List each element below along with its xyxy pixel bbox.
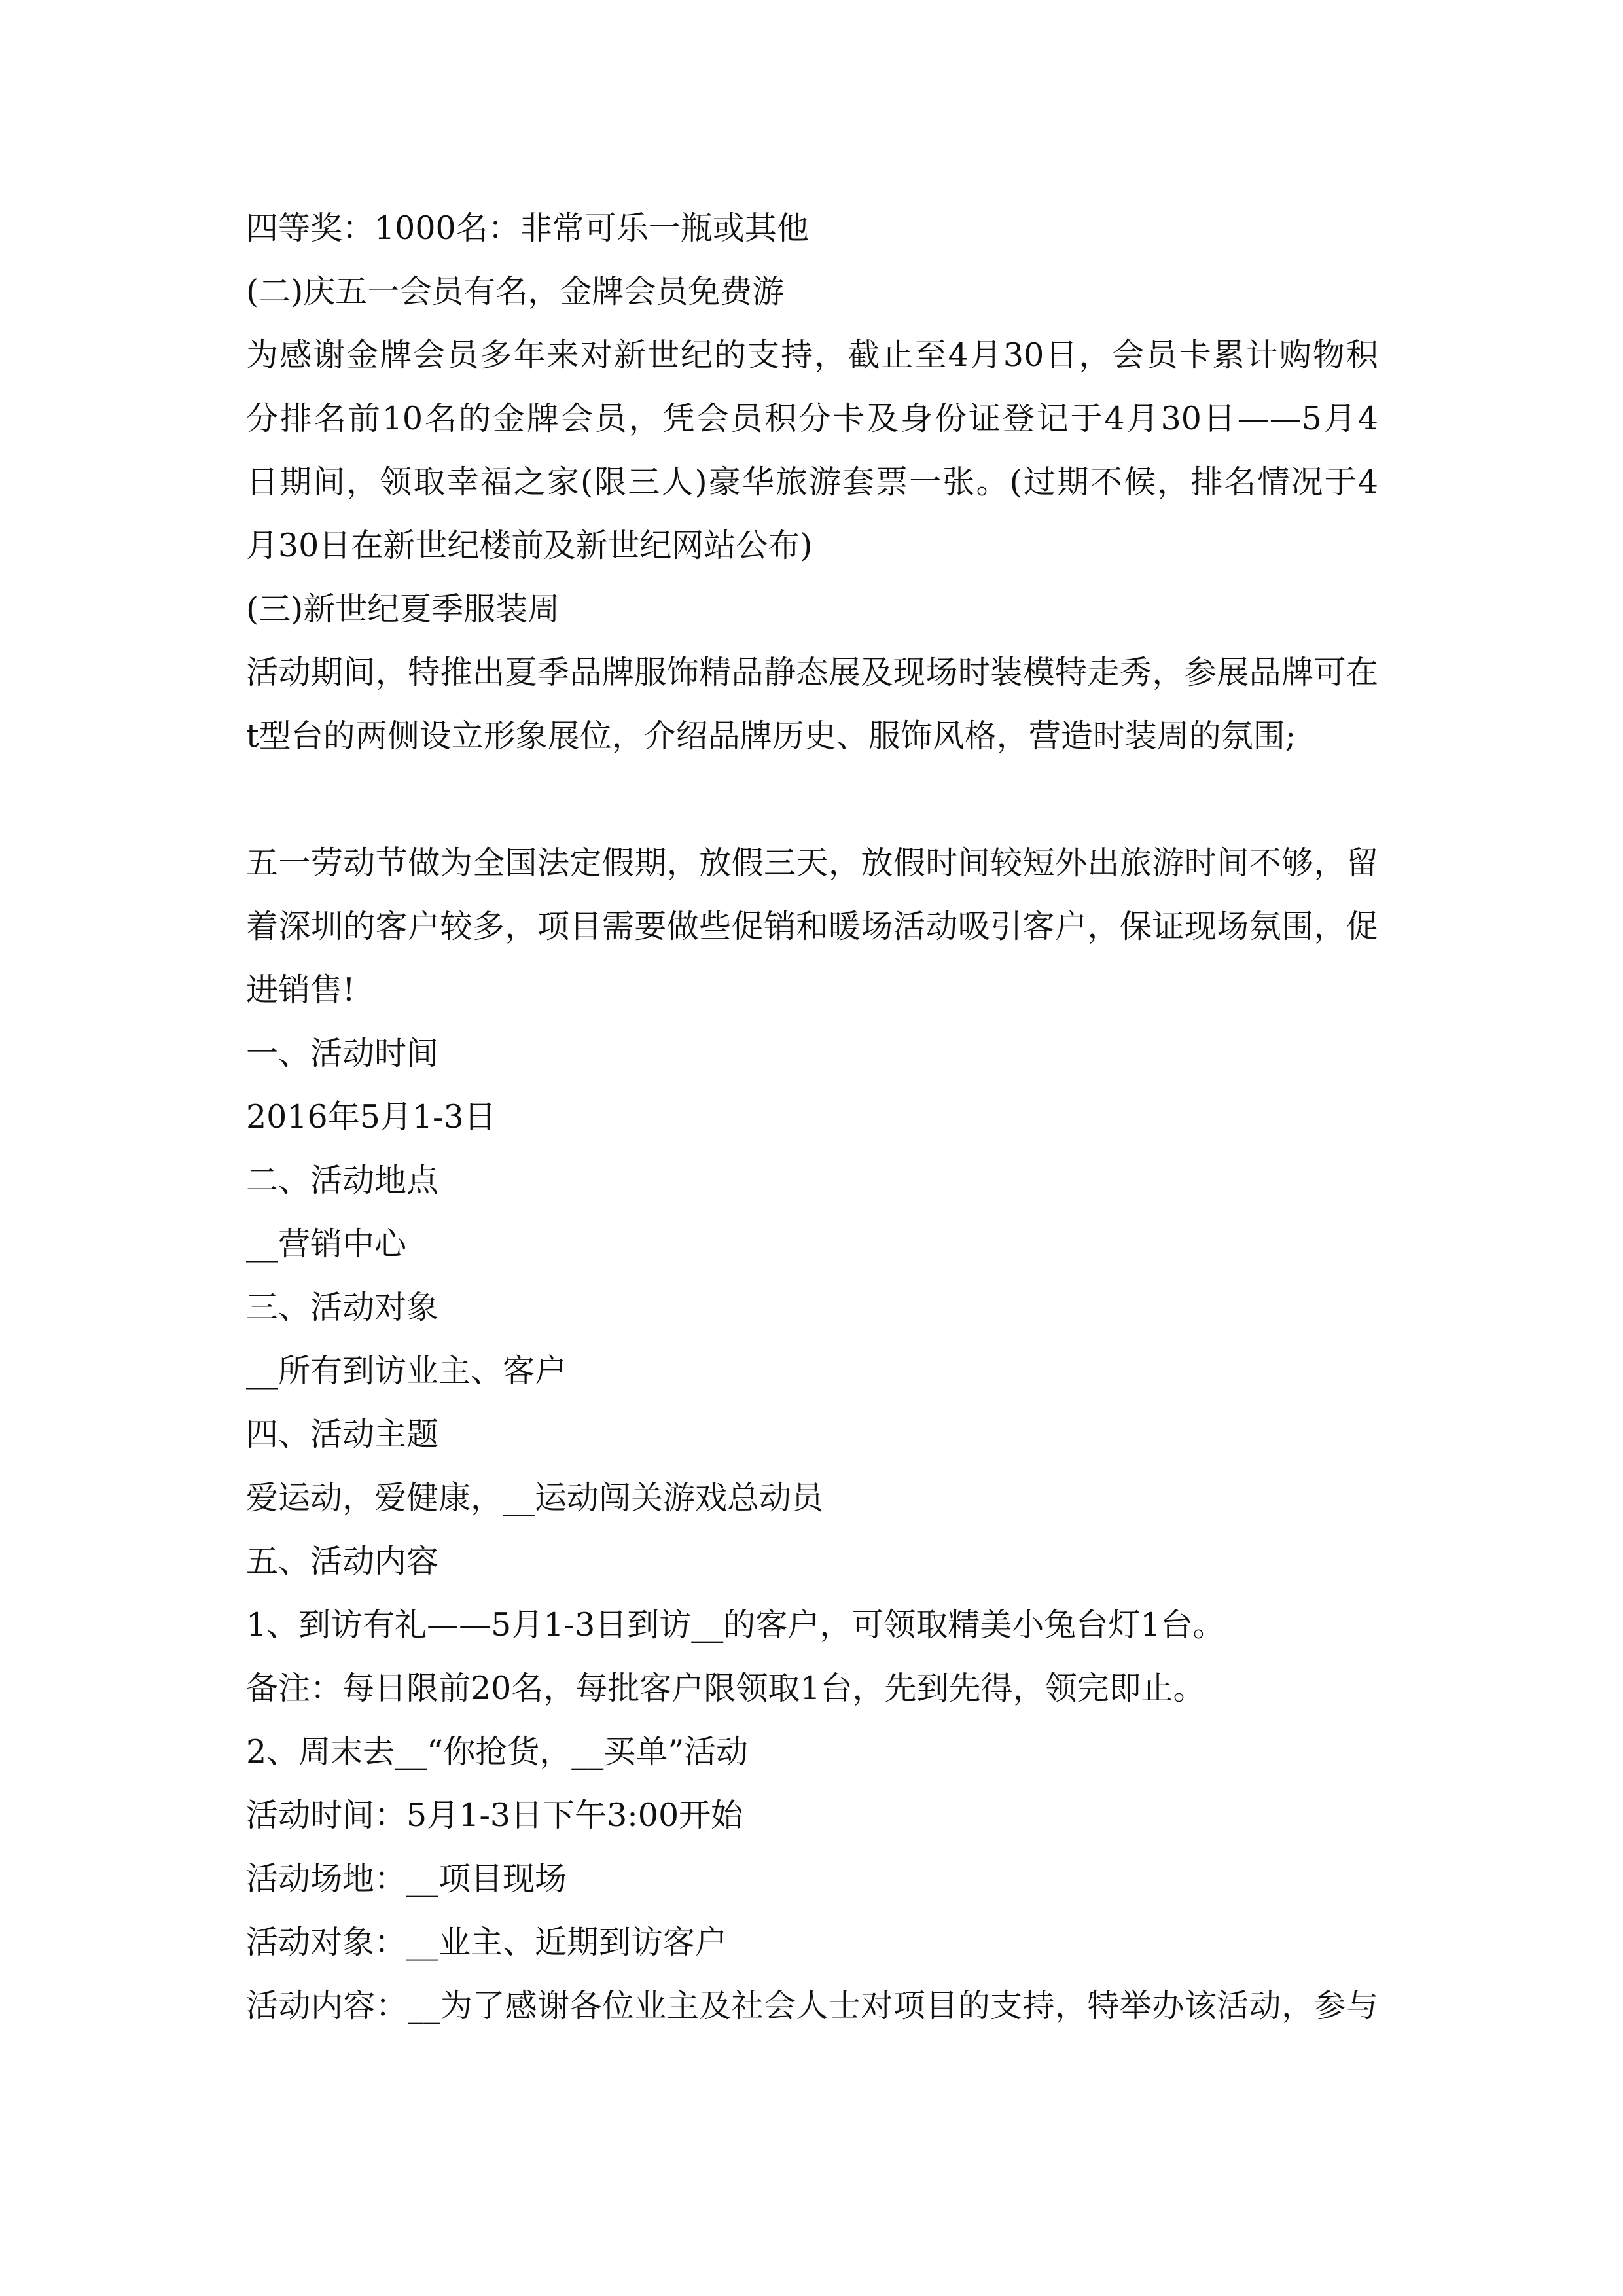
paragraph-line (246, 387, 1385, 450)
member-section-heading: (二)庆五一会员有名，金牌会员免费游 (246, 273, 785, 310)
member-body-line-4: 月30日在新世纪楼前及新世纪网站公布) (246, 527, 813, 564)
content-item-2: 2、周末去__“你抢货，__买单”活动 (246, 1733, 749, 1770)
intro-line-2: 着深圳的客户较多，项目需要做些促销和暖场活动吸引客户，保证现场氛围，促 (246, 908, 1378, 945)
paragraph-line (246, 895, 1385, 958)
time-value: 2016年5月1-3日 (246, 1098, 496, 1136)
activity-content: 活动内容：__为了感谢各位业主及社会人士对项目的支持，特举办该活动，参与 (246, 1987, 1378, 2024)
member-body-line-1: 为感谢金牌会员多年来对新世纪的支持，截止至4月30日，会员卡累计购物积 (246, 336, 1378, 374)
fashion-week-heading: (三)新世纪夏季服装周 (246, 590, 560, 628)
paragraph-line (246, 1974, 1385, 2037)
intro-line-1: 五一劳动节做为全国法定假期，放假三天，放假时间较短外出旅游时间不够，留 (246, 844, 1378, 882)
paragraph-line (246, 831, 1385, 895)
paragraph-line (246, 450, 1385, 514)
prize-four-line: 四等奖：1000名：非常可乐一瓶或其他 (246, 209, 809, 247)
content-item-1: 1、到访有礼——5月1-3日到访__的客户，可领取精美小兔台灯1台。 (246, 1606, 1225, 1643)
content-note: 备注：每日限前20名，每批客户限领取1台，先到先得，领完即止。 (246, 1670, 1205, 1707)
paragraph-gap (246, 768, 1385, 831)
paragraph-line (246, 323, 1385, 387)
member-body-line-3: 日期间，领取幸福之家(限三人)豪华旅游套票一张。(过期不候，排名情况于4 (246, 463, 1378, 501)
time-heading: 一、活动时间 (246, 1035, 439, 1072)
place-value: __营销中心 (246, 1225, 407, 1263)
fashion-body-line-1: 活动期间，特推出夏季品牌服饰精品静态展及现场时装模特走秀，参展品牌可在 (246, 654, 1378, 691)
document-body (246, 196, 1385, 2037)
activity-target: 活动对象：__业主、近期到访客户 (246, 1924, 728, 1961)
member-body-line-2: 分排名前10名的金牌会员，凭会员积分卡及身份证登记于4月30日——5月4 (246, 400, 1378, 437)
fashion-body-line-2: t型台的两侧设立形象展位，介绍品牌历史、服饰风格，营造时装周的氛围; (246, 717, 1296, 755)
content-heading: 五、活动内容 (246, 1543, 439, 1580)
activity-time: 活动时间：5月1-3日下午3:00开始 (246, 1797, 743, 1834)
target-heading: 三、活动对象 (246, 1289, 439, 1326)
theme-value: 爱运动，爱健康，__运动闯关游戏总动员 (246, 1479, 824, 1516)
theme-heading: 四、活动主题 (246, 1416, 439, 1453)
activity-venue: 活动场地：__项目现场 (246, 1860, 567, 1897)
target-value: __所有到访业主、客户 (246, 1352, 567, 1390)
place-heading: 二、活动地点 (246, 1162, 439, 1199)
intro-line-3: 进销售! (246, 971, 355, 1009)
paragraph-line (246, 641, 1385, 704)
